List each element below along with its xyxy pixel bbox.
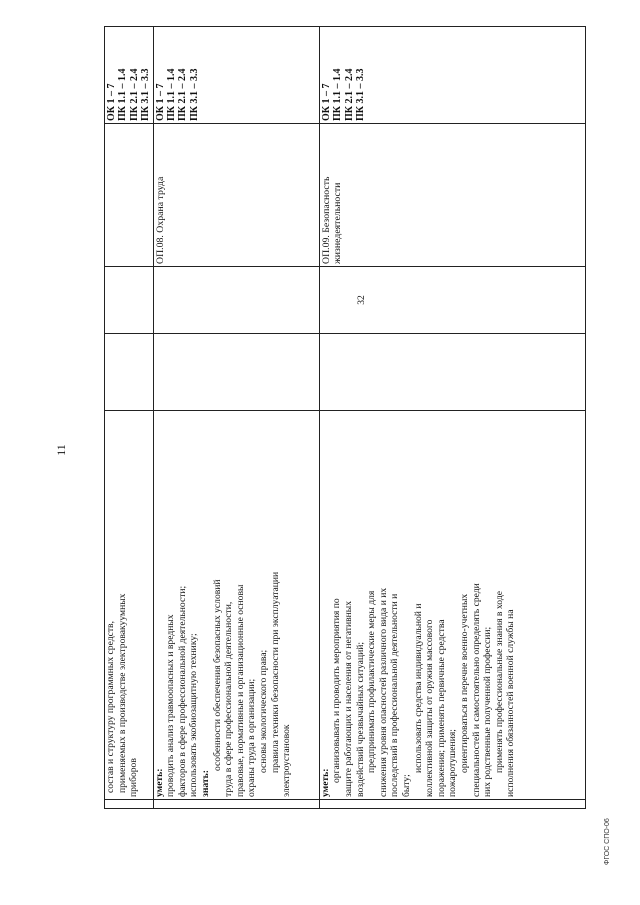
competency: ПК 1.1 – 1.4 — [332, 68, 344, 121]
text-line: ориентироваться в перечне военно-учетных — [458, 593, 470, 773]
text-line: быту; — [400, 774, 412, 797]
text-line: защите работающих и населения от негативных — [342, 601, 354, 797]
text-line: организовывать и проводить мероприятия по — [331, 598, 343, 783]
competency: ОК 1 – 7 — [154, 83, 166, 121]
text-line: поражения; применять первичные средства — [435, 619, 447, 797]
section-label: знать: — [200, 770, 212, 797]
text-line: правовые, нормативные и организационные основы — [234, 584, 246, 797]
competency: ПК 1.1 – 1.4 — [166, 68, 178, 121]
competency: ПК 3.1 – 3.3 — [140, 68, 152, 121]
index-cell — [153, 800, 319, 809]
discipline-cell — [105, 124, 154, 267]
text-line: электроустановок — [281, 724, 293, 797]
page-number: 11 — [54, 444, 68, 456]
text-line: последствий в профессиональной деятельности и — [389, 593, 401, 797]
text-line: охраны труда в организации; — [246, 678, 258, 797]
index-cell — [105, 800, 154, 809]
hours-cell — [153, 267, 319, 334]
total-hours-cell — [105, 334, 154, 411]
text-line: основы экологического права; — [258, 649, 269, 773]
section-label: уметь: — [153, 768, 165, 797]
hours-cell — [105, 267, 154, 334]
table-row — [105, 27, 154, 809]
skills-cell — [153, 411, 319, 800]
text-line: проводить анализ травмоопасных и вредных — [165, 614, 177, 797]
competency: ПК 3.1 – 3.3 — [188, 68, 200, 121]
text-line: применять профессиональные знания в ходе — [493, 591, 505, 773]
footer-label: ФГОС СПО-06 — [604, 818, 611, 865]
discipline-cell: ОП.09. Безопасность жизнедеятельности — [319, 124, 585, 267]
text-line: труда в сфере профессиональной деятельности, — [223, 601, 235, 797]
competency: ПК 3.1 – 3.3 — [355, 68, 366, 121]
text-line: них родственные полученной профессии; — [482, 626, 494, 797]
total-hours-cell — [319, 334, 585, 411]
text-line: применяемых в производстве электровакуумных — [116, 593, 128, 793]
competencies-cell — [105, 27, 154, 124]
text-line: коллективной защиты от оружия массового — [424, 619, 436, 797]
text-line: факторов в сфере профессиональной деятельности; — [176, 585, 188, 797]
skills-cell — [319, 411, 585, 800]
discipline-cell: ОП.08. Охрана труда — [153, 124, 319, 267]
competencies-cell — [153, 27, 319, 124]
competency: ПК 2.1 – 2.4 — [177, 68, 189, 121]
competency: ПК 2.1 – 2.4 — [343, 68, 355, 121]
competency: ПК 1.1 – 1.4 — [117, 68, 129, 121]
text-line: особенности обеспечения безопасных условий — [211, 579, 223, 771]
competency: ПК 2.1 – 2.4 — [128, 68, 140, 121]
section-label: уметь: — [319, 768, 331, 797]
competencies-cell — [319, 27, 585, 124]
table-row — [153, 27, 319, 809]
hours-cell: 32 — [319, 267, 585, 334]
competency: ОК 1 – 7 — [320, 83, 332, 121]
text-line: воздействий чрезвычайных ситуаций; — [354, 641, 366, 797]
index-cell — [319, 800, 585, 809]
table-row — [319, 27, 585, 809]
text-line: исполнения обязанностей военной службы на — [505, 609, 517, 797]
curriculum-table — [104, 26, 586, 809]
text-line: состав и структуру программных средств, — [105, 621, 116, 793]
text-line: специальностей и самостоятельно определять среди — [470, 583, 482, 797]
text-line: пожаротушения; — [447, 729, 459, 797]
total-hours-cell — [153, 334, 319, 411]
text-line: использовать средства индивидуальной и — [412, 603, 424, 773]
text-line: предпринимать профилактические меры для — [366, 590, 378, 773]
text-line: использовать экобиозащитную технику; — [188, 633, 200, 797]
text-line: снижения уровня опасностей различного вида и их — [377, 587, 389, 797]
competency: ОК 1 – 7 — [106, 83, 117, 121]
text-line: правила техники безопасности при эксплуатации — [269, 571, 281, 773]
skills-cell — [105, 411, 154, 800]
text-line: приборов — [128, 758, 140, 797]
